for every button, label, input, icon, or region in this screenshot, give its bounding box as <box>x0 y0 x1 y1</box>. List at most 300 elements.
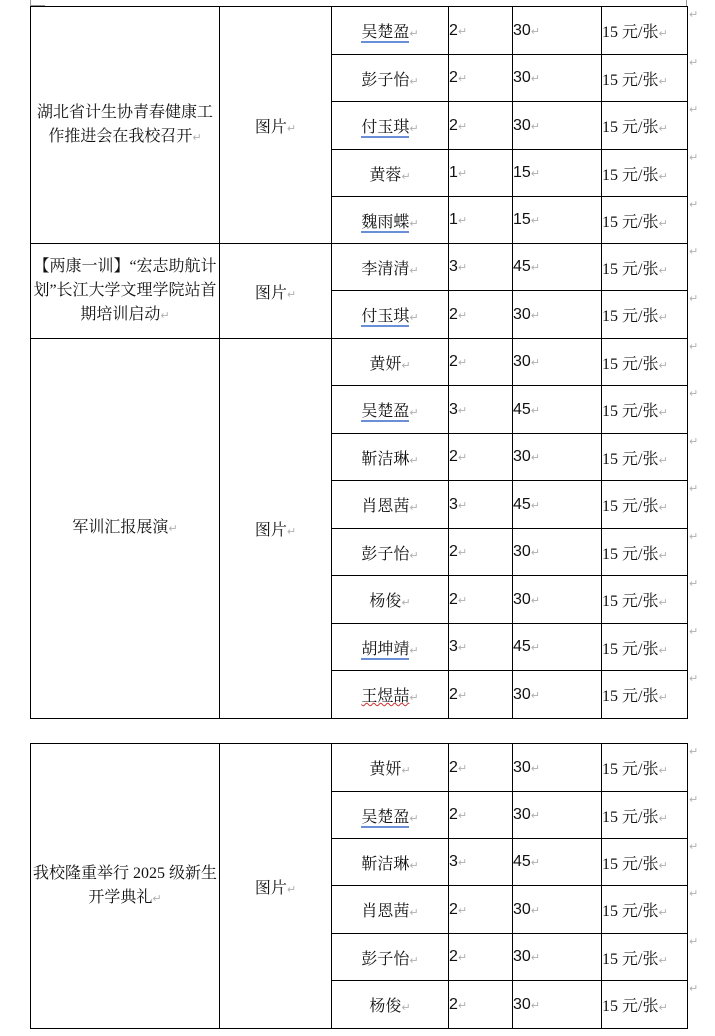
picture-label: 图片 <box>254 522 287 539</box>
amount-value: 30 <box>513 900 531 918</box>
cell-end-mark: ↵ <box>658 122 668 135</box>
ticket-table <box>30 6 688 719</box>
amount-value: 30 <box>513 305 531 323</box>
author-name: 黄蓉 <box>369 166 402 184</box>
cell-end-mark: ↵ <box>409 311 419 324</box>
amount-cell <box>513 839 602 886</box>
cell-end-mark: ↵ <box>658 169 668 183</box>
amount-cell <box>513 792 602 839</box>
cell-end-mark: ↵ <box>286 525 297 538</box>
row-end-mark: ↵ <box>689 887 699 900</box>
cell-end-mark: ↵ <box>409 453 419 467</box>
author-name-cell <box>332 886 449 934</box>
cell-end-mark: ↵ <box>457 72 468 85</box>
cell-end-mark: ↵ <box>658 74 668 88</box>
count-cell <box>449 102 513 150</box>
amount-value: 45 <box>513 853 531 870</box>
row-end-mark: ↵ <box>689 151 699 164</box>
amount-cell <box>513 7 602 55</box>
cell-end-mark: ↵ <box>409 858 419 872</box>
author-name-cell <box>332 744 449 792</box>
amount-value: 15 <box>513 211 531 228</box>
count-cell <box>449 291 513 339</box>
cell-end-mark: ↵ <box>530 214 541 227</box>
author-name-cell <box>332 671 449 719</box>
cell-end-mark: ↵ <box>658 691 668 704</box>
article-title-cell <box>31 7 220 244</box>
cell-end-mark: ↵ <box>457 308 468 322</box>
amount-value: 45 <box>513 258 531 275</box>
cell-end-mark: ↵ <box>530 498 541 512</box>
cell-end-mark: ↵ <box>658 596 668 609</box>
article-title: 【两康一训】“宏志助航计划”长江大学文理学院站首期培训启动 <box>33 257 217 323</box>
amount-cell <box>513 981 602 1029</box>
author-name: 黄妍 <box>369 761 402 778</box>
amount-value: 45 <box>513 400 531 418</box>
author-name-cell <box>332 529 449 576</box>
unit-price: 15 元/张 <box>602 808 659 826</box>
count-cell <box>449 481 513 529</box>
cell-end-mark: ↵ <box>530 546 541 559</box>
cell-end-mark: ↵ <box>658 358 668 372</box>
count-value: 1 <box>449 211 458 228</box>
cell-end-mark: ↵ <box>658 953 668 967</box>
picture-label: 图片 <box>254 284 287 302</box>
amount-value: 30 <box>513 590 531 608</box>
count-value: 3 <box>449 638 458 655</box>
cell-end-mark: ↵ <box>457 261 468 274</box>
row-end-mark: ↵ <box>689 435 699 448</box>
author-name-cell <box>332 339 449 386</box>
author-name-cell <box>332 934 449 981</box>
cell-end-mark: ↵ <box>160 308 170 322</box>
cell-end-mark: ↵ <box>457 998 468 1012</box>
unit-price: 15 元/张 <box>602 355 659 373</box>
picture-cell <box>220 744 332 1029</box>
count-value: 2 <box>449 900 458 918</box>
table-row <box>31 244 688 291</box>
cell-end-mark: ↵ <box>457 903 468 917</box>
cell-end-mark: ↵ <box>658 906 668 919</box>
author-name: 胡坤靖 <box>361 640 410 658</box>
cell-end-mark: ↵ <box>457 641 468 654</box>
author-name: 靳洁琳 <box>361 450 410 468</box>
author-name: 王煜喆 <box>361 688 410 705</box>
article-title: 军训汇报展演 <box>72 519 169 536</box>
author-name-cell <box>332 576 449 624</box>
amount-value: 30 <box>513 806 531 823</box>
amount-cell <box>513 339 602 386</box>
picture-cell <box>220 244 332 339</box>
author-name-cell <box>332 7 449 55</box>
cell-end-mark: ↵ <box>409 406 419 419</box>
count-value: 2 <box>449 590 458 608</box>
author-name: 杨俊 <box>369 593 402 610</box>
unit-price-cell <box>602 576 688 624</box>
table-row <box>31 744 688 792</box>
cell-end-mark: ↵ <box>530 261 541 274</box>
amount-cell <box>513 55 602 102</box>
unit-price: 15 元/张 <box>602 403 659 420</box>
picture-cell <box>220 7 332 244</box>
count-value: 2 <box>449 305 458 323</box>
count-cell <box>449 150 513 197</box>
article-title: 湖北省计生协青春健康工作推进会在我校召开 <box>36 103 213 145</box>
picture-label: 图片 <box>254 879 287 897</box>
count-value: 3 <box>449 495 458 513</box>
author-name: 彭子怡 <box>361 71 410 89</box>
cell-end-mark: ↵ <box>409 953 419 967</box>
author-name-cell <box>332 434 449 481</box>
cell-end-mark: ↵ <box>658 858 668 872</box>
unit-price: 15 元/张 <box>602 855 659 873</box>
cell-end-mark: ↵ <box>530 856 541 869</box>
row-end-mark: ↵ <box>689 387 699 400</box>
count-cell <box>449 744 513 792</box>
row-end-mark: ↵ <box>689 340 699 353</box>
cell-end-mark: ↵ <box>457 761 468 775</box>
cell-end-mark: ↵ <box>401 1001 411 1014</box>
cell-end-mark: ↵ <box>152 891 162 905</box>
author-name: 付玉琪 <box>361 308 410 325</box>
author-name: 彭子怡 <box>361 950 410 968</box>
count-value: 2 <box>449 948 458 965</box>
unit-price: 15 元/张 <box>602 166 659 184</box>
cell-end-mark: ↵ <box>286 121 297 135</box>
cell-end-mark: ↵ <box>409 906 419 919</box>
cell-end-mark: ↵ <box>457 951 468 964</box>
row-end-mark: ↵ <box>689 672 699 685</box>
cell-end-mark: ↵ <box>530 356 541 369</box>
cell-end-mark: ↵ <box>658 643 668 657</box>
amount-value: 30 <box>513 948 531 965</box>
cell-end-mark: ↵ <box>457 593 468 607</box>
author-name-cell <box>332 386 449 434</box>
author-name-cell <box>332 291 449 339</box>
unit-price: 15 元/张 <box>602 998 659 1015</box>
count-value: 2 <box>449 995 458 1013</box>
count-cell <box>449 839 513 886</box>
cell-end-mark: ↵ <box>409 27 419 40</box>
unit-price: 15 元/张 <box>602 450 659 468</box>
unit-price-cell <box>602 291 688 339</box>
count-cell <box>449 244 513 291</box>
amount-cell <box>513 886 602 934</box>
unit-price-cell <box>602 244 688 291</box>
cell-end-mark: ↵ <box>168 522 178 535</box>
amount-value: 45 <box>513 638 531 655</box>
picture-label: 图片 <box>254 118 287 136</box>
author-name: 吴楚盈 <box>361 808 410 826</box>
count-cell <box>449 434 513 481</box>
unit-price-cell <box>602 339 688 386</box>
amount-cell <box>513 624 602 671</box>
cell-end-mark: ↵ <box>457 403 468 417</box>
cell-end-mark: ↵ <box>409 74 419 88</box>
ticket-table <box>30 743 688 1029</box>
unit-price-cell <box>602 886 688 934</box>
cell-end-mark: ↵ <box>530 593 541 607</box>
unit-price: 15 元/张 <box>602 688 659 705</box>
unit-price-cell <box>602 792 688 839</box>
cell-end-mark: ↵ <box>457 451 468 464</box>
amount-value: 30 <box>513 353 531 370</box>
article-title-cell <box>31 244 220 339</box>
cell-end-mark: ↵ <box>457 214 468 227</box>
author-name-cell <box>332 244 449 291</box>
unit-price: 15 元/张 <box>602 119 659 136</box>
count-value: 2 <box>449 685 458 703</box>
count-cell <box>449 339 513 386</box>
author-name-cell <box>332 839 449 886</box>
amount-cell <box>513 481 602 529</box>
unit-price-cell <box>602 55 688 102</box>
count-cell <box>449 934 513 981</box>
row-end-mark: ↵ <box>689 8 699 21</box>
author-name: 李清清 <box>361 260 410 278</box>
amount-cell <box>513 102 602 150</box>
count-value: 3 <box>449 400 458 418</box>
cell-end-mark: ↵ <box>286 882 297 896</box>
amount-value: 30 <box>513 69 531 86</box>
author-name: 黄妍 <box>369 355 402 373</box>
amount-value: 45 <box>513 495 531 513</box>
amount-cell <box>513 150 602 197</box>
unit-price-cell <box>602 981 688 1029</box>
author-name-cell <box>332 150 449 197</box>
cell-end-mark: ↵ <box>409 263 419 277</box>
cell-end-mark: ↵ <box>409 548 419 562</box>
author-name: 靳洁琳 <box>361 855 410 873</box>
count-cell <box>449 624 513 671</box>
author-name-cell <box>332 481 449 529</box>
cell-end-mark: ↵ <box>530 641 541 654</box>
author-name: 魏雨蝶 <box>361 213 410 231</box>
row-end-mark: ↵ <box>689 482 699 495</box>
unit-price: 15 元/张 <box>602 24 659 41</box>
cell-end-mark: ↵ <box>658 453 668 467</box>
count-value: 3 <box>449 853 458 870</box>
count-value: 3 <box>449 258 458 275</box>
row-end-mark: ↵ <box>689 103 699 116</box>
amount-cell <box>513 197 602 244</box>
cell-end-mark: ↵ <box>457 688 468 702</box>
unit-price: 15 元/张 <box>602 761 659 778</box>
row-end-mark: ↵ <box>689 56 699 69</box>
count-value: 2 <box>449 21 458 39</box>
count-value: 2 <box>449 543 458 560</box>
count-value: 2 <box>449 353 458 370</box>
author-name: 肖恩茜 <box>361 903 410 920</box>
amount-value: 30 <box>513 448 531 465</box>
cell-end-mark: ↵ <box>457 167 468 180</box>
cell-end-mark: ↵ <box>192 130 202 144</box>
cell-end-mark: ↵ <box>401 169 411 183</box>
unit-price: 15 元/张 <box>602 640 659 658</box>
cell-end-mark: ↵ <box>530 72 541 85</box>
amount-value: 30 <box>513 116 531 134</box>
row-end-mark: ↵ <box>689 198 699 211</box>
unit-price-cell <box>602 150 688 197</box>
cell-end-mark: ↵ <box>530 403 541 417</box>
table-row <box>31 339 688 386</box>
count-value: 1 <box>449 164 458 181</box>
unit-price-cell <box>602 434 688 481</box>
unit-price: 15 元/张 <box>602 308 659 325</box>
cell-end-mark: ↵ <box>457 119 468 133</box>
cell-end-mark: ↵ <box>457 24 468 38</box>
cell-end-mark: ↵ <box>409 216 419 230</box>
author-name-cell <box>332 792 449 839</box>
cell-end-mark: ↵ <box>658 811 668 825</box>
count-value: 2 <box>449 448 458 465</box>
amount-value: 15 <box>513 164 531 181</box>
row-end-mark: ↵ <box>689 982 699 995</box>
count-value: 2 <box>449 116 458 134</box>
unit-price: 15 元/张 <box>602 545 659 563</box>
amount-cell <box>513 744 602 792</box>
cell-end-mark: ↵ <box>457 856 468 869</box>
unit-price-cell <box>602 481 688 529</box>
author-name: 吴楚盈 <box>361 403 410 420</box>
cell-end-mark: ↵ <box>658 764 668 777</box>
cell-end-mark: ↵ <box>530 903 541 917</box>
unit-price-cell <box>602 7 688 55</box>
amount-cell <box>513 291 602 339</box>
cell-end-mark: ↵ <box>658 263 668 277</box>
amount-value: 30 <box>513 995 531 1013</box>
cell-end-mark: ↵ <box>530 998 541 1012</box>
row-end-mark: ↵ <box>689 935 699 948</box>
table-row <box>31 7 688 55</box>
row-end-mark: ↵ <box>689 793 699 806</box>
count-cell <box>449 386 513 434</box>
author-name: 杨俊 <box>369 998 402 1015</box>
article-title-cell <box>31 744 220 1029</box>
author-name: 吴楚盈 <box>361 24 410 41</box>
unit-price: 15 元/张 <box>602 903 659 920</box>
amount-value: 30 <box>513 758 531 776</box>
amount-cell <box>513 934 602 981</box>
cell-end-mark: ↵ <box>457 546 468 559</box>
row-end-mark: ↵ <box>689 745 699 758</box>
count-value: 2 <box>449 758 458 776</box>
cell-end-mark: ↵ <box>530 761 541 775</box>
cell-end-mark: ↵ <box>530 688 541 702</box>
row-end-mark: ↵ <box>689 292 699 305</box>
amount-cell <box>513 386 602 434</box>
author-name-cell <box>332 102 449 150</box>
cell-end-mark: ↵ <box>401 358 411 372</box>
unit-price-cell <box>602 839 688 886</box>
count-value: 2 <box>449 69 458 86</box>
unit-price: 15 元/张 <box>602 71 659 89</box>
unit-price: 15 元/张 <box>602 498 659 515</box>
count-cell <box>449 7 513 55</box>
amount-cell <box>513 529 602 576</box>
cell-end-mark: ↵ <box>658 27 668 40</box>
unit-price-cell <box>602 386 688 434</box>
cell-end-mark: ↵ <box>530 119 541 133</box>
author-name-cell <box>332 981 449 1029</box>
count-cell <box>449 981 513 1029</box>
cell-end-mark: ↵ <box>530 308 541 322</box>
row-end-mark: ↵ <box>689 625 699 638</box>
cell-end-mark: ↵ <box>457 498 468 512</box>
unit-price-cell <box>602 934 688 981</box>
count-cell <box>449 886 513 934</box>
count-cell <box>449 576 513 624</box>
cell-end-mark: ↵ <box>530 24 541 38</box>
article-title: 我校隆重举行 2025 级新生开学典礼 <box>32 864 217 906</box>
unit-price-cell <box>602 744 688 792</box>
cell-end-mark: ↵ <box>530 167 541 180</box>
author-name: 付玉琪 <box>361 119 410 136</box>
cell-end-mark: ↵ <box>530 809 541 822</box>
cell-end-mark: ↵ <box>658 311 668 324</box>
cell-end-mark: ↵ <box>658 216 668 230</box>
cell-end-mark: ↵ <box>409 811 419 825</box>
unit-price: 15 元/张 <box>602 593 659 610</box>
cell-end-mark: ↵ <box>658 501 668 514</box>
amount-value: 30 <box>513 685 531 703</box>
count-cell <box>449 197 513 244</box>
cell-end-mark: ↵ <box>409 691 419 704</box>
amount-cell <box>513 671 602 719</box>
count-cell <box>449 792 513 839</box>
cell-end-mark: ↵ <box>286 287 297 301</box>
count-cell <box>449 55 513 102</box>
count-cell <box>449 529 513 576</box>
cell-end-mark: ↵ <box>658 1001 668 1014</box>
author-name-cell <box>332 55 449 102</box>
unit-price: 15 元/张 <box>602 260 659 278</box>
article-title-cell <box>31 339 220 719</box>
cell-end-mark: ↵ <box>457 356 468 369</box>
cell-end-mark: ↵ <box>530 451 541 464</box>
cell-end-mark: ↵ <box>409 501 419 514</box>
amount-value: 30 <box>513 21 531 39</box>
cell-end-mark: ↵ <box>658 406 668 419</box>
cell-end-mark: ↵ <box>401 596 411 609</box>
row-end-mark: ↵ <box>689 840 699 853</box>
author-name-cell <box>332 197 449 244</box>
unit-price: 15 元/张 <box>602 213 659 231</box>
amount-cell <box>513 244 602 291</box>
count-cell <box>449 671 513 719</box>
unit-price-cell <box>602 197 688 244</box>
author-name: 肖恩茜 <box>361 498 410 515</box>
amount-value: 30 <box>513 543 531 560</box>
author-name: 彭子怡 <box>361 545 410 563</box>
cell-end-mark: ↵ <box>658 548 668 562</box>
unit-price-cell <box>602 102 688 150</box>
unit-price-cell <box>602 624 688 671</box>
cell-end-mark: ↵ <box>457 809 468 822</box>
row-end-mark: ↵ <box>689 530 699 543</box>
unit-price-cell <box>602 671 688 719</box>
author-name-cell <box>332 624 449 671</box>
unit-price-cell <box>602 529 688 576</box>
picture-cell <box>220 339 332 719</box>
amount-cell <box>513 576 602 624</box>
amount-cell <box>513 434 602 481</box>
cell-end-mark: ↵ <box>409 122 419 135</box>
row-end-mark: ↵ <box>689 245 699 258</box>
cell-end-mark: ↵ <box>530 951 541 964</box>
cell-end-mark: ↵ <box>409 643 419 657</box>
row-end-mark: ↵ <box>689 577 699 590</box>
